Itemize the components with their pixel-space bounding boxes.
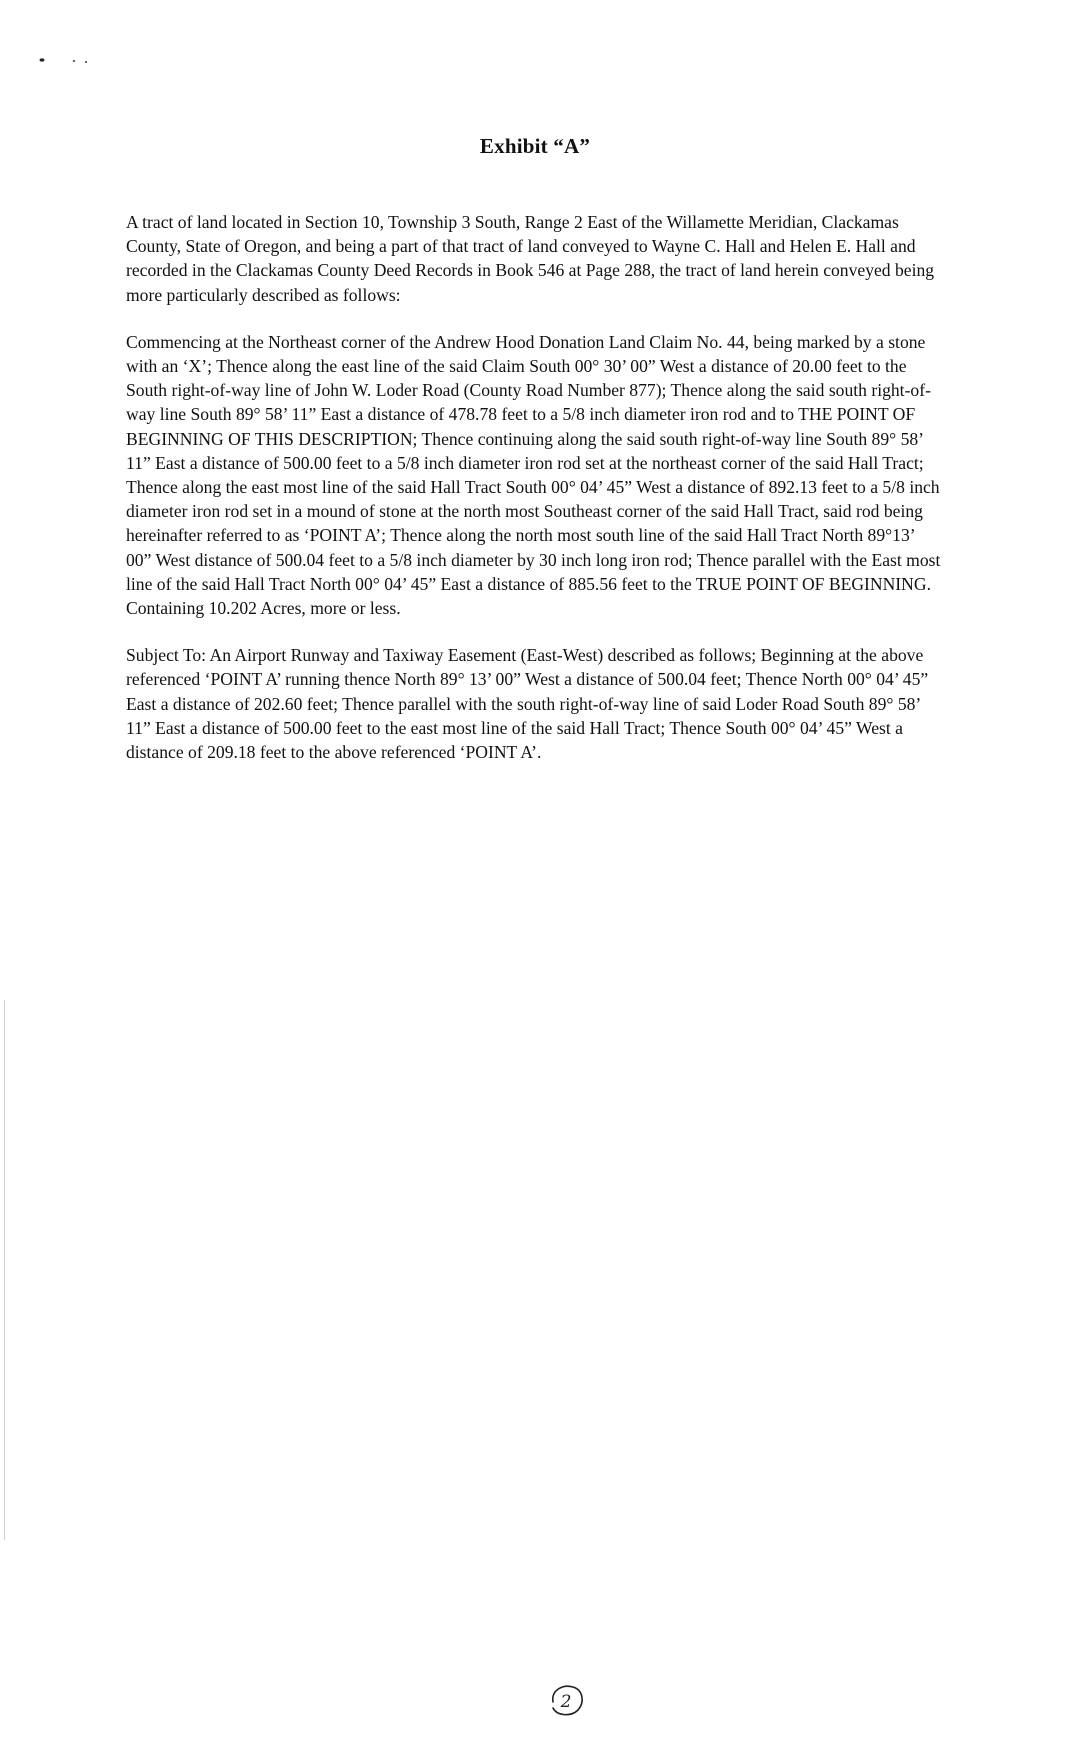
svg-text:2: 2 — [560, 1692, 572, 1712]
paragraph-easement: Subject To: An Airport Runway and Taxiway Easement (East-West) described as follows; Beginning at the above referenced ‘POINT A’ running thence North 89° 13’ 00” West a distance of 500.04 feet; Thence North 00° 04’ 45” East a distance of 202.60 feet; Thence parallel with the south right-of-way line of said Loder Road South 89° 58’ 11” East a distance of 500.00 feet to the east most line of the said Hall Tract; Thence South 00° 04’ 45” West a distance of 209.18 feet to the above referenced ‘POINT A’. — [126, 645, 929, 763]
scan-artifact-marks — [38, 50, 108, 70]
paragraph-metes-and-bounds: Commencing at the Northeast corner of the Andrew Hood Donation Land Claim No. 44, being marked by a stone with an ‘X’; Thence along the east line of the said Claim South 00° 30’ 00” West a distance of 20.00 feet to the South right-of-way line of John W. Loder Road (County Road Number 877); Thence along the said south right-of-way line South 89° 58’ 11” East a distance of 478.78 feet to a 5/8 inch diameter iron rod and to THE POINT OF BEGINNING OF THIS DESCRIPTION; Thence continuing along the said south right-of-way line South 89° 58’ 11” East a distance of 500.00 feet to a 5/8 inch diameter iron rod set at the northeast corner of the said Hall Tract; Thence along the east most line of the said Hall Tract South 00° 04’ 45” West a distance of 892.13 feet to a 5/8 inch diameter iron rod set in a mound of stone at the north most Southeast corner of the said Hall Tract, said rod being hereinafter referred to as ‘POINT A’; Thence along the north most south line of the said Hall Tract North 89°13’ 00” West distance of 500.04 feet to a 5/8 inch diameter by 30 inch long iron rod; Thence parallel with the East most line of the said Hall Tract North 00° 04’ 45” East a distance of 885.56 feet to the TRUE POINT OF BEGINNING. Containing 10.202 Acres, more or less. — [126, 331, 941, 619]
handwritten-page-number — [545, 1680, 587, 1720]
legal-description-body — [126, 210, 944, 787]
scan-edge-line — [4, 1000, 5, 1540]
exhibit-title: Exhibit “A” — [479, 134, 591, 158]
circled-page-number-mark — [545, 1680, 587, 1720]
paragraph-tract-intro: A tract of land located in Section 10, Township 3 South, Range 2 East of the Willamette Meridian, Clackamas County, State of Oregon, and being a part of that tract of land conveyed to Wayne C. Hall and Helen E. Hall and recorded in the Clackamas County Deed Records in Book 546 at Page 288, the tract of land herein conveyed being more particularly described as follows: — [126, 212, 935, 305]
